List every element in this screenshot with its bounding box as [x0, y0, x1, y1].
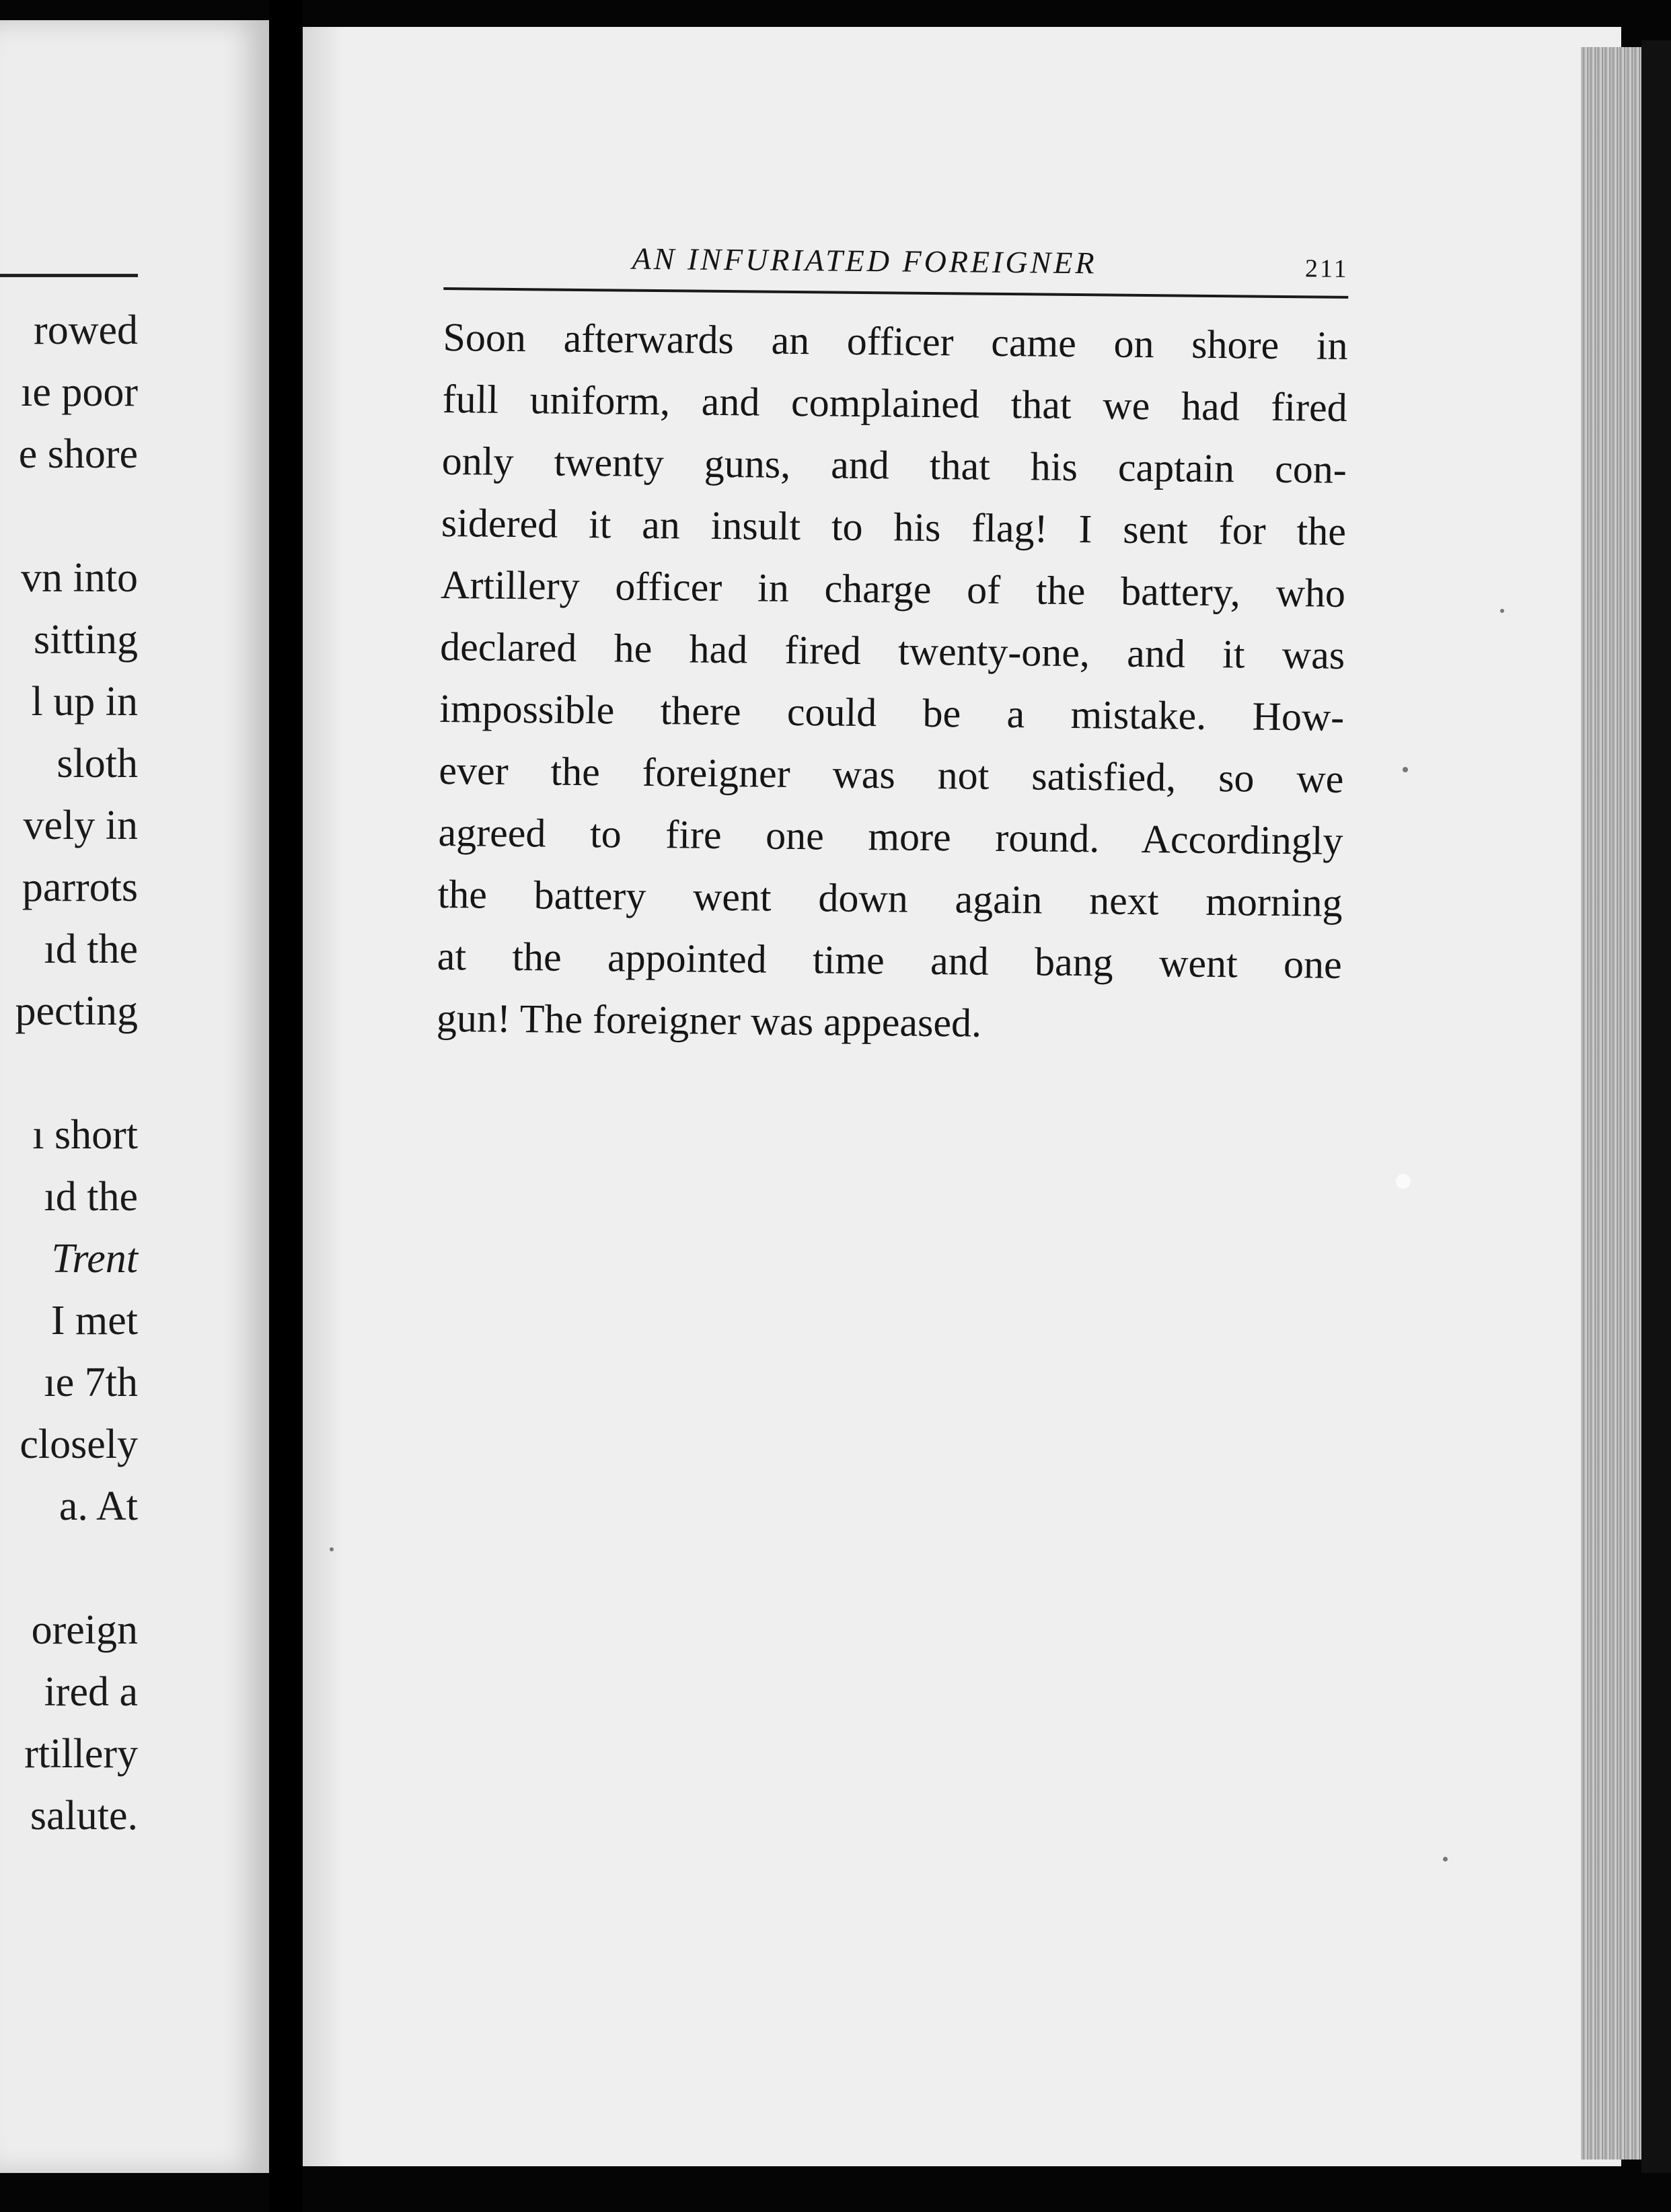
speck — [1403, 767, 1408, 772]
left-line: ıe poor — [21, 369, 138, 415]
left-line: Trent — [51, 1236, 138, 1282]
left-line: l up in — [31, 679, 138, 725]
left-line: rowed — [34, 307, 138, 353]
left-line: vn into — [21, 555, 138, 601]
text-line: only twenty guns, and that his captain con- — [441, 438, 1347, 492]
left-line: closely — [20, 1422, 138, 1467]
left-line: I met — [50, 1298, 138, 1343]
page-number: 211 — [1304, 254, 1349, 283]
left-page — [0, 20, 269, 2173]
text-line: at the appointed time and bang went one — [437, 933, 1343, 987]
speck — [1396, 1174, 1411, 1189]
text-line: declared he had fired twenty-one, and it was — [439, 624, 1345, 677]
left-line: ıd the — [44, 1174, 138, 1220]
left-line: ıe 7th — [44, 1360, 138, 1405]
left-line: sloth — [57, 741, 138, 786]
speck — [1443, 1857, 1448, 1861]
left-page-rule — [0, 274, 138, 277]
speck — [1500, 609, 1504, 613]
page-edges — [1581, 47, 1648, 2160]
left-line: ired a — [44, 1669, 138, 1715]
left-line: salute. — [30, 1793, 138, 1839]
text-line: sidered it an insult to his flag! I sent for the — [441, 500, 1347, 554]
book-gutter — [269, 0, 303, 2212]
left-line: oreign — [31, 1607, 138, 1653]
left-line: ıd the — [44, 926, 138, 972]
left-line: rtillery — [24, 1731, 138, 1777]
running-head — [443, 239, 1349, 301]
text-line: the battery went down again next morning — [437, 871, 1343, 925]
left-line: a. At — [59, 1483, 138, 1529]
left-line: ı short — [32, 1112, 138, 1158]
text-line: impossible there could be a mistake. How- — [439, 686, 1345, 739]
text-line: ever the foreigner was not satisfied, so we — [439, 747, 1344, 801]
left-line: e shore — [18, 431, 138, 477]
left-line: sitting — [33, 617, 138, 663]
text-line: gun! The foreigner was appeased. — [436, 995, 982, 1045]
left-line: vely in — [23, 803, 138, 848]
body-text — [436, 306, 1348, 1058]
text-line: full uniform, and complained that we had fired — [442, 376, 1347, 430]
left-line: pecting — [15, 988, 138, 1034]
book-cover-edge — [1641, 40, 1671, 2173]
text-line: agreed to fire one more round. Accordingly — [438, 809, 1343, 863]
left-line: parrots — [22, 864, 138, 910]
speck — [330, 1547, 334, 1551]
text-line: Soon afterwards an officer came on shore in — [443, 314, 1348, 368]
running-head-title: AN INFURIATED FOREIGNER — [632, 241, 1097, 281]
text-line: Artillery officer in charge of the battery, who — [440, 562, 1346, 616]
